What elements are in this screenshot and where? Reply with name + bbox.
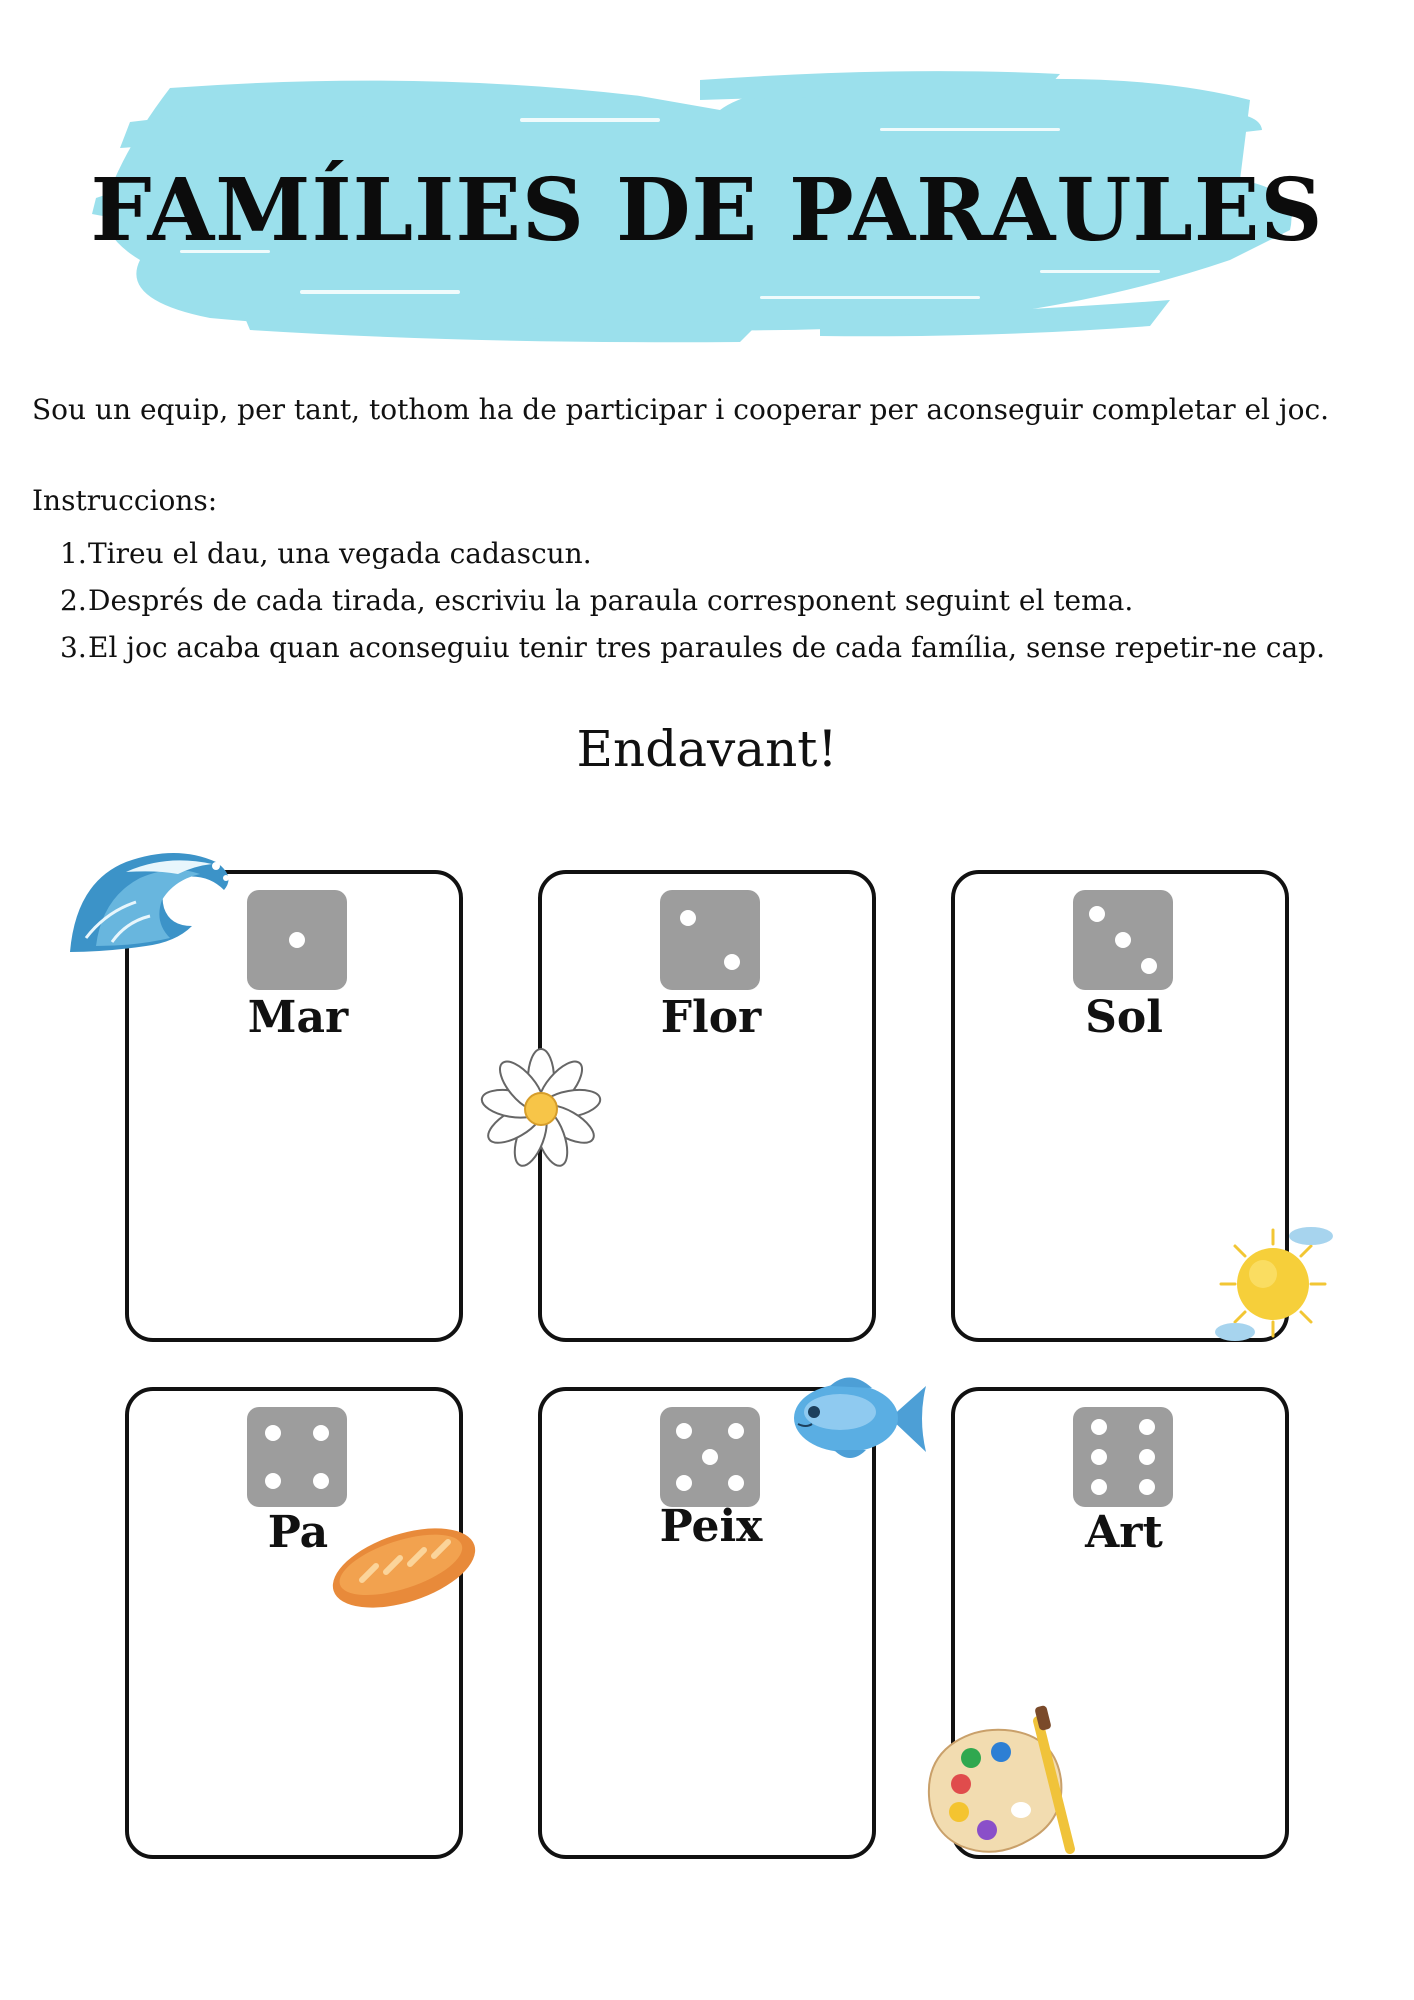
intro-text: Sou un equip, per tant, tothom ha de participar i cooperar per aconseguir completar el joc.	[32, 393, 1330, 426]
die-face-4-icon	[247, 1407, 347, 1507]
card-word: Art	[1085, 1507, 1163, 1558]
die-pip	[1091, 1449, 1107, 1465]
call-to-action: Endavant!	[576, 720, 838, 778]
card-word: Pa	[267, 1507, 329, 1558]
bread-icon	[328, 1518, 480, 1618]
daisy-icon	[475, 1048, 607, 1170]
die-pip	[1091, 1479, 1107, 1495]
card-pa[interactable]	[125, 1387, 463, 1859]
instruction-step: 2.Després de cada tirada, escriviu la paraula corresponent seguint el tema.	[60, 584, 1134, 617]
die-pip	[1141, 958, 1157, 974]
die-pip	[1115, 932, 1131, 948]
instruction-step: 3.El joc acaba quan aconseguiu tenir tres paraules de cada família, sense repetir-ne cap.	[60, 631, 1326, 664]
die-face-6-icon	[1073, 1407, 1173, 1507]
die-pip	[702, 1449, 718, 1465]
die-pip	[313, 1425, 329, 1441]
die-pip	[289, 932, 305, 948]
card-word: Sol	[1085, 992, 1163, 1043]
die-pip	[680, 910, 696, 926]
fish-icon	[790, 1368, 930, 1468]
card-word: Flor	[660, 992, 762, 1043]
card-word: Peix	[659, 1501, 763, 1552]
die-pip	[313, 1473, 329, 1489]
die-pip	[265, 1425, 281, 1441]
die-pip	[1139, 1419, 1155, 1435]
die-face-1-icon	[247, 890, 347, 990]
wave-icon	[66, 842, 236, 957]
sun-icon	[1215, 1222, 1335, 1346]
die-pip	[1139, 1449, 1155, 1465]
die-pip	[265, 1473, 281, 1489]
die-pip	[728, 1475, 744, 1491]
card-word: Mar	[247, 992, 349, 1043]
instruction-step: 1.Tireu el dau, una vegada cadascun.	[60, 537, 592, 570]
instructions-label: Instruccions:	[32, 484, 218, 517]
die-pip	[1089, 906, 1105, 922]
die-face-5-icon	[660, 1407, 760, 1507]
die-pip	[676, 1423, 692, 1439]
die-face-3-icon	[1073, 890, 1173, 990]
page-title: FAMÍLIES DE PARAULES	[90, 160, 1324, 261]
die-pip	[1139, 1479, 1155, 1495]
die-pip	[728, 1423, 744, 1439]
instructions-list	[60, 530, 1325, 671]
die-pip	[676, 1475, 692, 1491]
die-pip	[724, 954, 740, 970]
die-face-2-icon	[660, 890, 760, 990]
palette-icon	[925, 1700, 1097, 1866]
die-pip	[1091, 1419, 1107, 1435]
